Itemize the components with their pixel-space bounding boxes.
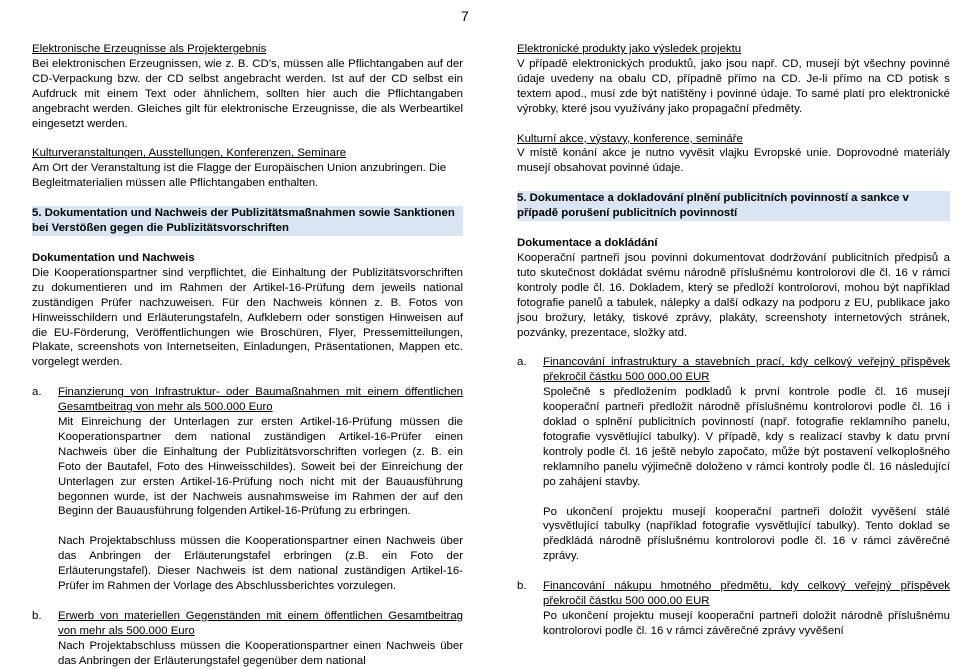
cz-item-b-title: Financování nákupu hmotného předmětu, kdy celkový veřejný příspěvek překročil částku 500 000,00 EUR [543,580,950,608]
cz-item-a-text1: Společně s předložením podkladů k první kontrole podle čl. 16 musejí kooperační partneři předložit národně příslušnému kontrolorovi podle čl. 16 i doklad o splnění publicitních povinností (např. fotografie reklamního panelu, fotografie vysvětlující tabulky). V případě, kdy s realizací stavby k datu první kontroly podle čl. 16 ještě nebylo započato, může být postavení velkoplošného reklamního panelu výjimečně doloženo v rámci kontroly podle čl. 16 následující po zahájení stavby. [543,386,950,488]
cz-intro-title: Elektronické produkty jako výsledek projektu [517,43,742,55]
de-item-b-text: Nach Projektabschluss müssen die Kooperationspartner einen Nachweis über das Anbringen der Erläuterungstafel gegenüber dem national [58,639,463,667]
cz-section5-number: 5. [517,192,527,205]
cz-intro-block [517,42,950,117]
de-item-b [32,609,463,669]
de-culture-title: Kulturveranstaltungen, Ausstellungen, Konferenzen, Seminare [32,147,347,160]
de-doc-text: Die Kooperationspartner sind verpflichtet, die Einhaltung der Publizitätsvorschriften zu dokumentieren und im Rahmen der Artikel-16-Prüfung dem jeweils national zuständigen Prüfer nachzuweisen. Für den Nachweis können z. B. Fotos von Hinweisschildern und Erläuterungstafeln, Aufklebern oder sonstigen Hinweisen auf die EU-Förderung, Veröffentlichungen wie Broschüren, Flyer, Pressemitteilungen, Plakate, screenshots von Internetseiten, Einladungen, Präsentationen, Mappen etc. vorgelegt werden. [32,266,463,369]
de-section5-title: Dokumentation und Nachweis der Publizitätsmaßnahmen sowie Sanktionen bei Verstößen gegen die Publizitätsvorschriften [32,207,455,235]
cz-doc-text: Kooperační partneři jsou povinni dokumentovat dodržování publicitních předpisů a tuto skutečnost dokládat svému národně příslušnému kontrolorovi dle čl. 16 v rámci kontroly podle čl. 16. Dokladem, který se předloží kontrolorovi, mohou být například fotografie panelů a tabulek, nálepky a další odkazy na podporu z EU, publikace jako jsou brožury, letáky, tiskové zprávy, plakáty, screenshoty internetových stránek, pozvánky, prezentace, složky atd. [517,251,950,339]
de-item-a-text2: Nach Projektabschluss müssen die Kooperationspartner einen Nachweis über das Anbringen der Erläuterungstafel erbringen (z.B. ein Foto der Erläuterungstafel). Dieser Nachweis ist dem national zuständigen Artikel-16-Prüfer im Rahmen der Vorlage des Abschlussberichtes vorzulegen. [58,535,463,593]
de-section5-number: 5. [32,207,42,220]
de-item-a-title: Finanzierung von Infrastruktur- oder Baumaßnahmen mit einem öffentlichen Gesamtbeitrag von mehr als 500.000 Euro [58,386,463,414]
de-item-b-title: Erwerb von materiellen Gegenständen mit einem öffentlichen Gesamtbeitrag von mehr als 500.000 Euro [58,610,463,637]
cz-item-a [517,355,950,564]
de-item-b-label: b. [32,610,42,622]
de-doc-title: Dokumentation und Nachweis [32,251,195,264]
page-number: 7 [461,8,469,24]
cz-item-b-label: b. [517,580,527,593]
cz-culture-block [517,132,950,177]
de-item-a [32,385,463,594]
cz-item-b-text: Po ukončení projektu musejí kooperační partneři doložit národně příslušnému kontrolorovi podle čl. 16 v rámci závěrečné zprávy vyvěšení [543,610,950,637]
german-column [32,42,463,669]
cz-doc-title: Dokumentace a dokládání [517,237,658,250]
de-doc-block [32,251,463,370]
cz-culture-text: V místě konání akce je nutno vyvěsit vlajku Evropské unie. Doprovodné materiály musejí obsahovat povinné údaje. [517,147,950,175]
de-item-a-label: a. [32,386,42,399]
de-intro-block [32,42,463,131]
cz-culture-title: Kulturní akce, výstavy, konference, semináře [517,132,743,145]
cz-item-b [517,579,950,639]
cz-item-a-text2: Po ukončení projektu musejí kooperační partneři doložit vyvěšení stálé vysvětlující tabulky (například fotografie vysvětlující tabulky). Tento doklad se předkládá národně příslušnému kontrolorovi podle čl. 16 v rámci závěrečné zprávy. [543,505,950,563]
de-item-a-text1: Mit Einreichung der Unterlagen zur ersten Artikel-16-Prüfung müssen die Kooperationspartner dem national zuständigen Artikel-16-Prüfer einen Nachweis über die Einhaltung der Publizitätsvorschriften vorlegen (z. B. ein Foto der Bautafel, Foto des Hinweisschildes). Soweit bei der Einreichung der Unterlagen zur ersten Artikel-16-Prüfung noch nicht mit der Bauausführung begonnen wurde, ist der Nachweis ausnahmsweise im Rahmen der auf den Beginn der Bauausführung folgenden Artikel-16-Prüfung zu erbringen. [58,416,463,518]
de-intro-text: Bei elektronischen Erzeugnissen, wie z. B. CD’s, müssen alle Pflichtangaben auf der CD-Verpackung bzw. der CD selbst angebracht werden. Ist auf der CD selbst ein Aufdruck mit einem Text oder ähnlichem, sollten hier auch die Pflichtangaben angebracht werden. Gleiches gilt für elektronische Erzeugnisse, die als Werbeartikel eingesetzt werden. [32,57,463,130]
cz-item-a-title: Financování infrastruktury a stavebních prací, kdy celkový veřejný příspěvek překročil částku 500 000,00 EUR [543,356,950,384]
czech-column [517,42,950,639]
cz-section5-heading [517,191,950,221]
de-intro-title: Elektronische Erzeugnisse als Projektergebnis [32,43,267,55]
de-culture-text: Am Ort der Veranstaltung ist die Flagge der Europäischen Union anzubringen. Die Begleitmaterialien müssen alle Pflichtangaben enthalten. [32,162,447,190]
cz-section5-title: Dokumentace a dokladování plnění publicitních povinností a sankce v případě porušení publicitních povinností [517,192,909,220]
cz-item-a-label: a. [517,356,527,369]
de-section5-heading [32,206,463,236]
cz-doc-block [517,236,950,340]
de-culture-block [32,146,463,191]
cz-intro-text: V případě elektronických produktů, jako jsou např. CD, musejí být všechny povinné údaje uvedeny na obalu CD, případně přímo na CD. Je-li přímo na CD potisk s textem apod., musí zde být natištěny i povinné údaje. To samé platí pro elektronické výrobky, které jsou využívány jako propagační předměty. [517,57,950,115]
